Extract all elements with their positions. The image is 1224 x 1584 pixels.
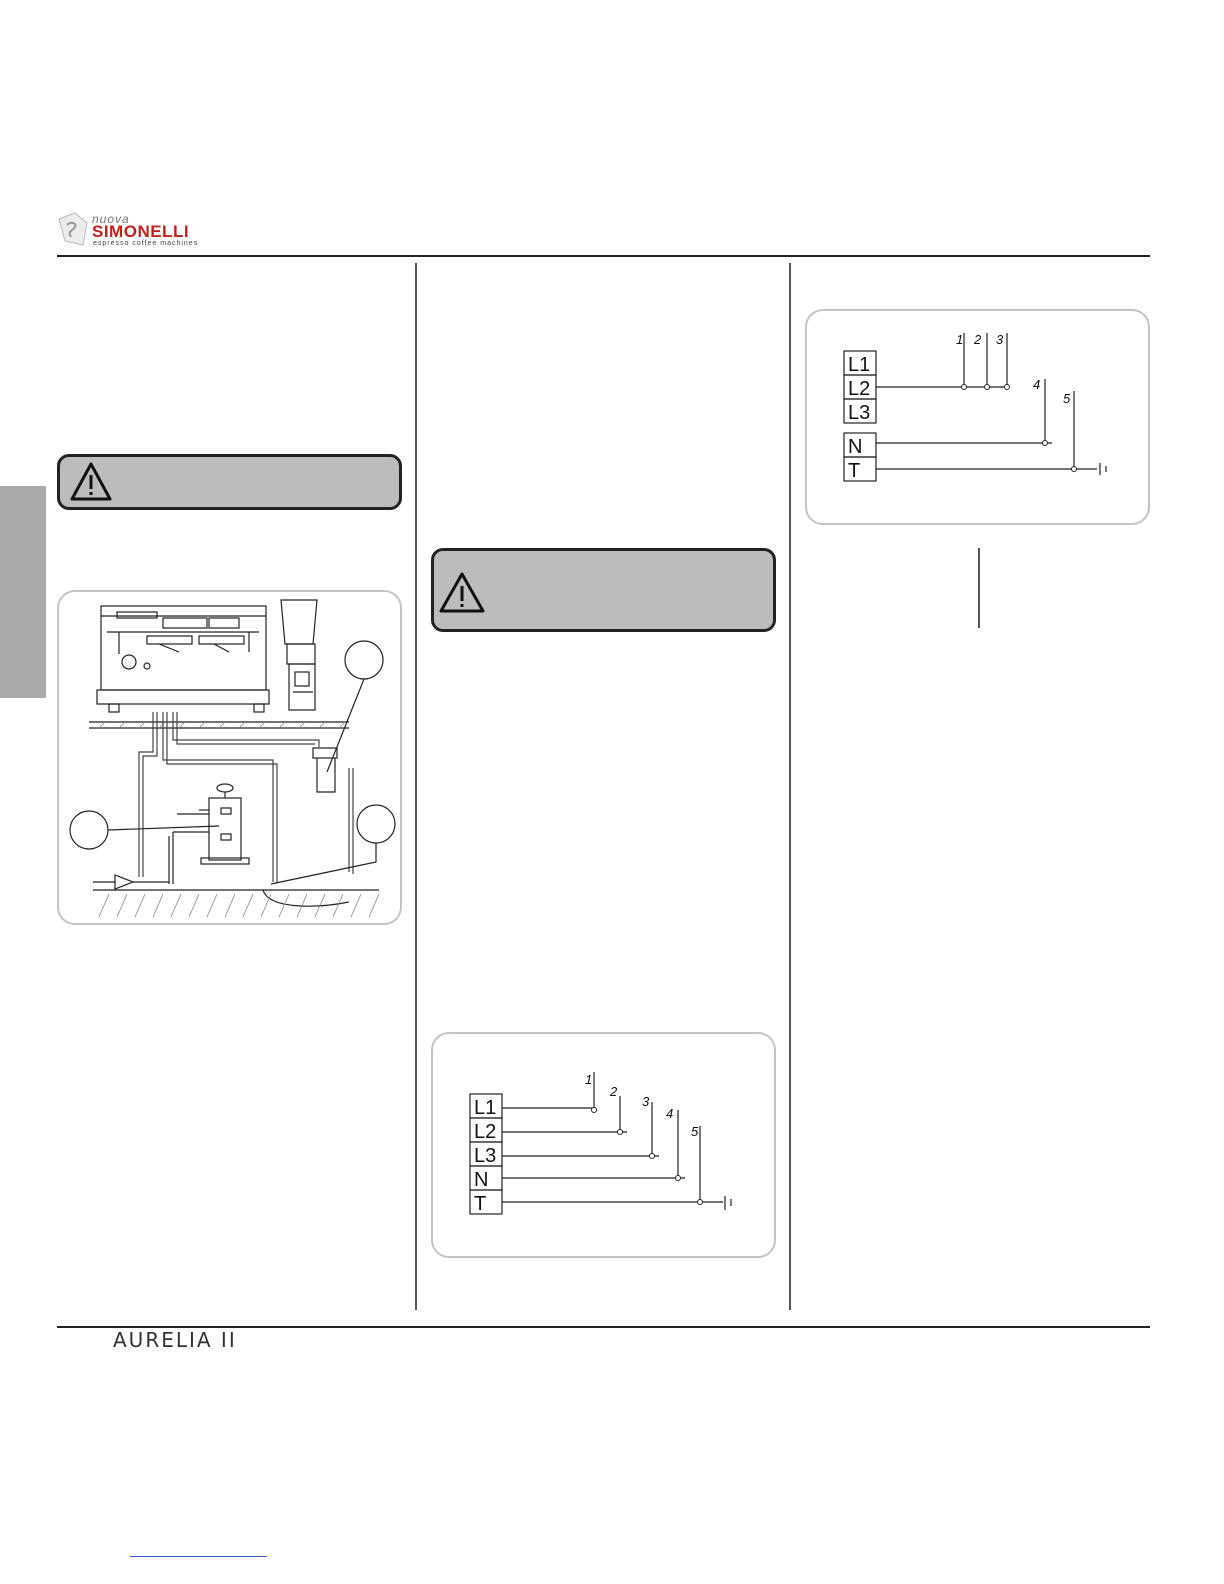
wire-number: 1 [585, 1072, 593, 1087]
column-divider-short [978, 548, 980, 628]
wire-number: 3 [996, 332, 1004, 347]
section-tab [0, 486, 46, 698]
header-rule [57, 255, 1150, 257]
installation-drawing [59, 592, 400, 923]
warning-box-1 [57, 454, 402, 510]
wire-number: 4 [666, 1106, 674, 1121]
terminal-label: T [474, 1193, 487, 1215]
terminal-label: N [474, 1169, 489, 1191]
logo-emblem-icon [57, 211, 91, 249]
wire-number: 5 [1063, 391, 1071, 406]
brand-small: nuova [92, 212, 130, 226]
terminal-label: L1 [474, 1097, 497, 1119]
terminal-label: L3 [474, 1145, 497, 1167]
warning-triangle-icon [438, 571, 486, 615]
column-divider-2 [789, 263, 791, 1310]
warning-triangle-icon [69, 461, 113, 503]
brand-name: SIMONELLI [92, 222, 190, 241]
terminal-label: T [848, 460, 861, 482]
warning-box-2 [431, 548, 776, 632]
column-divider-1 [415, 263, 417, 1310]
terminal-label: L1 [848, 354, 871, 376]
terminal-label: L2 [474, 1121, 497, 1143]
wiring-figure-single-phase [805, 309, 1150, 525]
wire-number: 1 [956, 332, 964, 347]
terminal-label: N [848, 436, 863, 458]
wire-number: 4 [1033, 377, 1041, 392]
wire-number: 2 [974, 332, 982, 347]
model-name: AURELIA II [113, 1328, 237, 1352]
terminal-label: L2 [848, 378, 871, 400]
wiring-diagram [433, 1034, 774, 1256]
wire-number: 2 [610, 1084, 618, 1099]
wire-number: 3 [642, 1094, 650, 1109]
terminal-label: L3 [848, 402, 871, 424]
brand-tagline: espresso coffee machines [93, 240, 199, 247]
wiring-diagram [807, 311, 1148, 523]
wiring-figure-three-phase [431, 1032, 776, 1258]
wire-number: 5 [691, 1124, 699, 1139]
installation-figure [57, 590, 402, 925]
bottom-link-underline[interactable] [130, 1556, 267, 1557]
